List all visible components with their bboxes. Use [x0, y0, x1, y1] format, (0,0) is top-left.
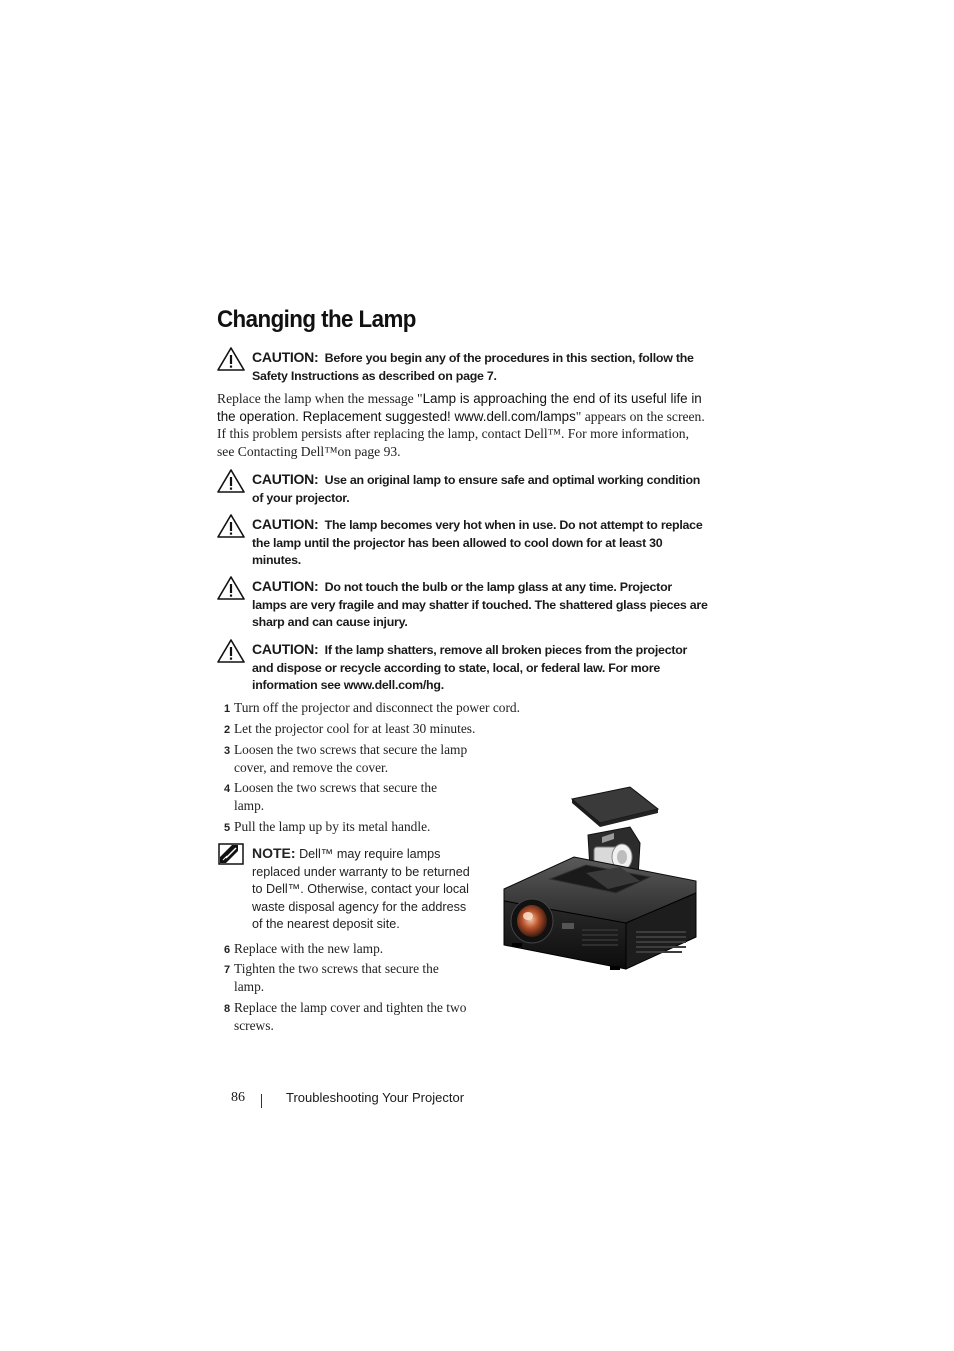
paragraph-message: Lamp is approaching the end of its useful life in the operation. Replacement suggested! www.dell.com/lamps: [217, 391, 702, 424]
step-item: [224, 960, 470, 995]
caution-body: Do not touch the bulb or the lamp glass at any time. Projector lamps are very fragile and may shatter if touched. The shattered glass pieces are sharp and can cause injury.: [252, 580, 708, 630]
note-pencil-icon: [218, 843, 244, 865]
page-number: 86: [231, 1090, 245, 1105]
caution-text: [252, 349, 709, 385]
caution-triangle-icon: [217, 469, 245, 493]
paragraph-after: " appears on the screen. If this problem persists after replacing the lamp, contact Dell™. For more information, see Contacting Dell™on page 93.: [217, 408, 705, 459]
note-label: NOTE:: [252, 845, 296, 861]
step-text: Pull the lamp up by its metal handle.: [234, 819, 431, 834]
step-text: Let the projector cool for at least 30 minutes.: [234, 721, 476, 736]
caution-text: [252, 516, 709, 570]
caution-body: Before you begin any of the procedures in this section, follow the Safety Instructions as described on page 7.: [252, 351, 694, 383]
note-body: Dell™ may require lamps replaced under warranty to be returned to Dell™. Otherwise, contact your local waste disposal agency for the address of the nearest deposit site.: [252, 847, 470, 932]
caution-body: The lamp becomes very hot when in use. Do not attempt to replace the lamp until the projector has been allowed to cool down for at least 30 minutes.: [252, 518, 703, 568]
caution-label: CAUTION:: [252, 471, 319, 487]
caution-label: CAUTION:: [252, 578, 319, 594]
step-text: Tighten the two screws that secure the lamp.: [234, 961, 439, 994]
step-number: 3: [224, 745, 231, 757]
step-number: 6: [224, 944, 231, 956]
caution-label: CAUTION:: [252, 516, 319, 532]
step-number: 1: [224, 703, 231, 715]
step-item: [224, 741, 470, 776]
footer-section-title: Troubleshooting Your Projector: [286, 1090, 465, 1105]
body-paragraph: [217, 390, 709, 460]
step-number: 5: [224, 822, 231, 834]
caution-label: CAUTION:: [252, 641, 319, 657]
caution-text: [252, 641, 709, 695]
caution-body: Use an original lamp to ensure safe and optimal working condition of your projector.: [252, 473, 701, 505]
projector-lamp-photo: [490, 773, 708, 979]
step-text: Loosen the two screws that secure the lamp cover, and remove the cover.: [234, 742, 468, 775]
step-item: [224, 699, 520, 719]
caution-triangle-icon: [217, 347, 245, 371]
step-number: 4: [224, 783, 231, 795]
step-item: [224, 818, 430, 838]
step-item: [224, 720, 475, 740]
step-text: Replace with the new lamp.: [234, 941, 384, 956]
step-item: [224, 999, 470, 1034]
step-item: [224, 940, 383, 960]
caution-triangle-icon: [217, 639, 245, 663]
step-number: 2: [224, 724, 231, 736]
caution-body: If the lamp shatters, remove all broken pieces from the projector and dispose or recycle according to state, local, or federal law. For more information see www.dell.com/hg.: [252, 643, 688, 693]
caution-text: [252, 471, 709, 507]
step-number: 8: [224, 1003, 231, 1015]
footer-divider: [261, 1094, 262, 1108]
page-title: Changing the Lamp: [217, 306, 416, 333]
step-text: Loosen the two screws that secure the lamp.: [234, 780, 438, 813]
step-number: 7: [224, 964, 231, 976]
note-text: [252, 845, 480, 934]
paragraph-before: Replace the lamp when the message ": [217, 391, 423, 406]
step-text: Turn off the projector and disconnect the power cord.: [234, 700, 520, 715]
step-item: [224, 779, 470, 814]
step-text: Replace the lamp cover and tighten the two screws.: [234, 1000, 467, 1033]
caution-text: [252, 578, 709, 632]
caution-triangle-icon: [217, 514, 245, 538]
caution-label: CAUTION:: [252, 349, 319, 365]
caution-triangle-icon: [217, 576, 245, 600]
